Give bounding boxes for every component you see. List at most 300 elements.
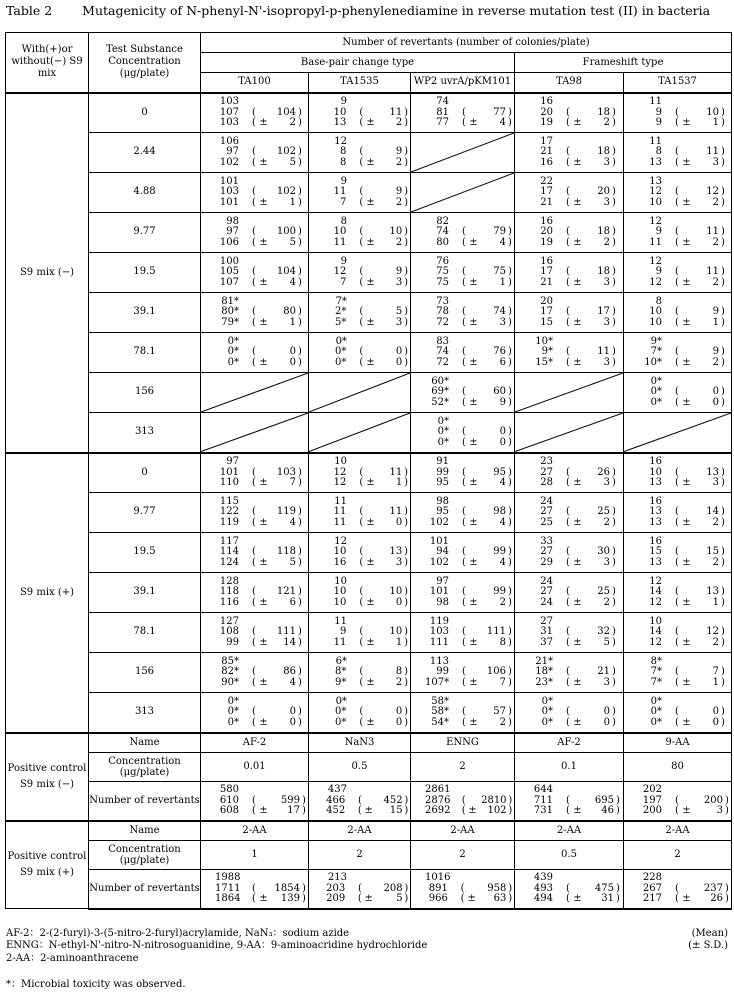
plate-count: 128 bbox=[219, 575, 239, 587]
revertant-values bbox=[411, 497, 514, 529]
plate-count: 0* bbox=[335, 356, 347, 368]
open-paren: ( bbox=[675, 306, 679, 318]
plate-count-line bbox=[638, 678, 731, 689]
open-paren: ( bbox=[675, 386, 679, 398]
close-paren: ) bbox=[298, 346, 302, 358]
mean-value: 237 bbox=[703, 882, 723, 894]
data-row bbox=[6, 533, 732, 573]
plate-count: 82 bbox=[436, 215, 449, 227]
plate-count: 21 bbox=[540, 196, 553, 208]
plate-count-line bbox=[215, 638, 308, 649]
close-paren: ) bbox=[721, 117, 725, 129]
sd-value: 1 bbox=[395, 636, 403, 648]
plate-count: 10 bbox=[649, 196, 662, 208]
plate-count: 97 bbox=[226, 146, 239, 158]
plate-count: 439 bbox=[533, 872, 553, 884]
revertant-values bbox=[515, 657, 623, 689]
plate-count: 27 bbox=[540, 506, 553, 518]
plate-count-line bbox=[529, 718, 623, 729]
revertant-values bbox=[411, 537, 514, 569]
header-strain: TA98 bbox=[515, 73, 624, 93]
sd-value: 3 bbox=[712, 477, 719, 489]
plate-count: 22 bbox=[540, 175, 553, 187]
plate-count: 102 bbox=[429, 516, 449, 528]
plus-minus: ± bbox=[682, 516, 691, 528]
open-paren: ( bbox=[675, 506, 679, 518]
revertant-cell bbox=[201, 453, 309, 493]
revertant-values bbox=[411, 873, 514, 905]
close-paren: ) bbox=[616, 805, 620, 817]
revertant-cell bbox=[624, 93, 732, 133]
plate-count-line bbox=[323, 118, 410, 129]
sd-value: 2 bbox=[499, 716, 506, 728]
close-paren: ) bbox=[508, 716, 512, 728]
revertant-values bbox=[411, 417, 514, 449]
plus-minus: ± bbox=[682, 316, 691, 328]
plate-count: 0* bbox=[335, 706, 347, 718]
plus-minus: ± bbox=[366, 516, 375, 528]
open-paren: ( bbox=[675, 196, 679, 208]
diagonal-line bbox=[411, 133, 514, 172]
revertant-cell bbox=[624, 653, 732, 693]
close-paren: ) bbox=[616, 893, 620, 905]
plus-minus: ± bbox=[573, 556, 582, 568]
plate-count-line bbox=[215, 318, 308, 329]
mean-value: 10 bbox=[389, 586, 403, 598]
plate-count: 10* bbox=[535, 335, 553, 347]
plate-count: 12 bbox=[649, 596, 662, 608]
plate-count-line bbox=[323, 158, 410, 169]
mean-value: 10 bbox=[389, 226, 403, 238]
plate-count-line bbox=[323, 558, 410, 569]
plate-count: 80* bbox=[221, 306, 239, 318]
sd-value: 4 bbox=[289, 676, 296, 688]
open-paren: ( bbox=[675, 226, 679, 238]
plate-count: 107 bbox=[219, 106, 239, 118]
plate-count: 610 bbox=[219, 794, 239, 806]
sd-value: 0 bbox=[603, 716, 610, 728]
plus-minus: ± bbox=[469, 477, 478, 489]
revertant-values bbox=[624, 137, 731, 169]
close-paren: ) bbox=[612, 186, 616, 198]
plate-count: 74 bbox=[436, 96, 449, 108]
open-paren: ( bbox=[566, 666, 570, 678]
plus-minus: ± bbox=[573, 156, 582, 168]
revertant-values bbox=[515, 617, 623, 649]
revertant-values bbox=[201, 785, 308, 817]
plate-count: 11 bbox=[333, 186, 347, 198]
positive-revertants-row bbox=[6, 870, 732, 909]
sd-value: 0 bbox=[499, 436, 506, 448]
plate-count-line bbox=[323, 518, 410, 529]
mean-value: 76 bbox=[493, 346, 506, 358]
plate-count: 0* bbox=[335, 695, 347, 707]
revertant-cell bbox=[201, 93, 309, 133]
plate-count: 1988 bbox=[215, 872, 241, 884]
mean-value: 30 bbox=[597, 546, 610, 558]
open-paren: ( bbox=[566, 556, 570, 568]
revertant-values bbox=[201, 697, 308, 729]
plate-count-line bbox=[638, 238, 731, 249]
revertant-cell bbox=[624, 493, 732, 533]
revertant-values bbox=[411, 697, 514, 729]
concentration-cell: 4.88 bbox=[89, 173, 201, 213]
close-paren: ) bbox=[508, 276, 512, 288]
data-row bbox=[6, 373, 732, 413]
plate-count-line bbox=[425, 97, 514, 108]
plate-count-line bbox=[323, 238, 410, 249]
close-paren: ) bbox=[298, 466, 302, 478]
close-paren: ) bbox=[404, 636, 409, 648]
positive-control-name: 2-AA bbox=[624, 821, 732, 841]
open-paren: ( bbox=[252, 186, 256, 198]
open-paren: ( bbox=[462, 556, 466, 568]
plate-count-line bbox=[638, 806, 731, 817]
not-tested-cell bbox=[201, 373, 309, 413]
plate-count: 452 bbox=[326, 805, 346, 817]
plate-count-line bbox=[215, 518, 308, 529]
plate-count-line bbox=[215, 598, 308, 609]
sd-value: 9 bbox=[499, 396, 506, 408]
mean-value: 60 bbox=[493, 386, 506, 398]
plus-minus: ± bbox=[469, 676, 478, 688]
close-paren: ) bbox=[298, 266, 302, 278]
open-paren: ( bbox=[462, 706, 466, 718]
positive-revertants-label: Number of revertants bbox=[89, 782, 201, 821]
positive-name-row bbox=[6, 733, 732, 753]
mean-value: 11 bbox=[706, 146, 719, 158]
open-paren: ( bbox=[675, 146, 679, 158]
plate-count-line bbox=[425, 478, 514, 489]
close-paren: ) bbox=[612, 556, 616, 568]
plus-minus: ± bbox=[573, 356, 582, 368]
plate-count: 203 bbox=[326, 882, 346, 894]
plate-count: 76 bbox=[436, 255, 449, 267]
revertant-values bbox=[309, 497, 410, 529]
plus-minus: ± bbox=[469, 556, 478, 568]
plate-count: 9 bbox=[340, 96, 347, 108]
plus-minus: ± bbox=[573, 477, 582, 489]
close-paren: ) bbox=[508, 356, 512, 368]
plus-minus: ± bbox=[682, 236, 691, 248]
sd-value: 2 bbox=[603, 117, 610, 129]
open-paren: ( bbox=[252, 626, 256, 638]
close-paren: ) bbox=[508, 386, 512, 398]
mean-value: 111 bbox=[486, 626, 506, 638]
diagonal-slash bbox=[515, 373, 623, 412]
close-paren: ) bbox=[404, 893, 409, 905]
plate-count: 0* bbox=[227, 335, 239, 347]
plate-count: 200 bbox=[642, 805, 662, 817]
sd-value: 1 bbox=[289, 196, 296, 208]
plate-count: 267 bbox=[642, 882, 662, 894]
plate-count-line bbox=[215, 785, 308, 796]
plate-count: 81 bbox=[436, 106, 449, 118]
mean-value: 452 bbox=[383, 794, 403, 806]
close-paren: ) bbox=[721, 386, 725, 398]
close-paren: ) bbox=[612, 546, 616, 558]
plate-count-line bbox=[425, 318, 514, 329]
revertant-values bbox=[309, 97, 410, 129]
open-paren: ( bbox=[462, 117, 466, 129]
close-paren: ) bbox=[612, 676, 616, 688]
plate-count-line bbox=[215, 358, 308, 369]
plate-count: 213 bbox=[327, 872, 347, 884]
open-paren: ( bbox=[462, 386, 466, 398]
open-paren: ( bbox=[566, 156, 570, 168]
revertant-values bbox=[515, 137, 623, 169]
plus-minus: ± bbox=[366, 676, 375, 688]
open-paren: ( bbox=[252, 266, 256, 278]
revertant-values bbox=[309, 657, 410, 689]
mean-value: 5 bbox=[395, 306, 403, 318]
close-paren: ) bbox=[508, 666, 512, 678]
revertant-values bbox=[411, 337, 514, 369]
mean-value: 13 bbox=[389, 546, 403, 558]
revertant-values bbox=[309, 697, 410, 729]
close-paren: ) bbox=[298, 556, 302, 568]
diagonal-line bbox=[309, 373, 410, 412]
sd-value: 2 bbox=[395, 236, 403, 248]
open-paren: ( bbox=[566, 794, 570, 806]
plate-count-line bbox=[215, 894, 308, 905]
plate-count: 13 bbox=[649, 477, 662, 489]
revertant-values bbox=[624, 697, 731, 729]
plate-count-line bbox=[323, 718, 410, 729]
concentration-cell: 39.1 bbox=[89, 293, 201, 333]
close-paren: ) bbox=[404, 596, 409, 608]
plate-count: 10 bbox=[333, 106, 347, 118]
plate-count: 9 bbox=[655, 226, 662, 238]
mean-value: 0 bbox=[499, 426, 506, 438]
plate-count-line bbox=[215, 873, 308, 884]
close-paren: ) bbox=[302, 882, 306, 894]
revertant-cell bbox=[309, 453, 411, 493]
revertant-cell bbox=[411, 293, 515, 333]
concentration-cell: 9.77 bbox=[89, 213, 201, 253]
plate-count: 82* bbox=[221, 666, 239, 678]
plate-count: 97 bbox=[436, 575, 449, 587]
revertant-values bbox=[309, 337, 410, 369]
close-paren: ) bbox=[298, 626, 302, 638]
sd-value: 4 bbox=[289, 276, 296, 288]
close-paren: ) bbox=[298, 596, 302, 608]
close-paren: ) bbox=[298, 316, 302, 328]
revertant-cell bbox=[515, 493, 624, 533]
close-paren: ) bbox=[721, 306, 725, 318]
plate-count: 966 bbox=[428, 893, 448, 905]
sd-value: 5 bbox=[289, 156, 296, 168]
plate-count: 12 bbox=[334, 135, 347, 147]
open-paren: ( bbox=[359, 146, 364, 158]
mean-value: 18 bbox=[597, 266, 610, 278]
revertant-values bbox=[201, 217, 308, 249]
revertant-values bbox=[201, 177, 308, 209]
plate-count-line bbox=[425, 358, 514, 369]
not-tested-cell bbox=[201, 413, 309, 453]
revertant-values bbox=[624, 617, 731, 649]
revertant-cell bbox=[309, 693, 411, 733]
plate-count: 16 bbox=[540, 255, 553, 267]
plate-count: 0* bbox=[227, 346, 239, 358]
revertant-cell bbox=[309, 173, 411, 213]
plate-count: 10 bbox=[333, 226, 347, 238]
sd-value: 1 bbox=[712, 316, 719, 328]
mean-value: 9 bbox=[395, 266, 403, 278]
plate-count: 24 bbox=[540, 495, 553, 507]
plate-count: 79* bbox=[221, 316, 239, 328]
revertant-values bbox=[515, 785, 623, 817]
open-paren: ( bbox=[359, 266, 364, 278]
revertant-cell bbox=[201, 493, 309, 533]
positive-control-concentration: 1 bbox=[201, 841, 309, 870]
close-paren: ) bbox=[612, 146, 616, 158]
plus-minus: ± bbox=[573, 196, 582, 208]
open-paren: ( bbox=[359, 586, 364, 598]
plate-count-line bbox=[638, 518, 731, 529]
close-paren: ) bbox=[404, 516, 409, 528]
close-paren: ) bbox=[612, 586, 616, 598]
plate-count: 103 bbox=[429, 626, 449, 638]
plate-count: 891 bbox=[428, 882, 448, 894]
plus-minus: ± bbox=[682, 596, 691, 608]
plate-count-line bbox=[425, 118, 514, 129]
plate-count: 10 bbox=[649, 466, 662, 478]
close-paren: ) bbox=[721, 196, 725, 208]
open-paren: ( bbox=[252, 306, 256, 318]
close-paren: ) bbox=[721, 346, 725, 358]
open-paren: ( bbox=[675, 477, 679, 489]
plate-count: 97 bbox=[226, 226, 239, 238]
plate-count: 0* bbox=[541, 716, 553, 728]
open-paren: ( bbox=[566, 266, 570, 278]
open-paren: ( bbox=[566, 586, 570, 598]
revertant-cell bbox=[309, 870, 411, 909]
positive-revertants-row bbox=[6, 782, 732, 821]
mean-value: 10 bbox=[706, 106, 719, 118]
data-row bbox=[6, 133, 732, 173]
plate-count: 11 bbox=[334, 495, 347, 507]
close-paren: ) bbox=[721, 396, 725, 408]
plate-count: 0* bbox=[437, 436, 449, 448]
plus-minus: ± bbox=[366, 196, 375, 208]
revertant-values bbox=[411, 577, 514, 609]
revertant-cell bbox=[201, 782, 309, 821]
revertant-values bbox=[515, 177, 623, 209]
data-row bbox=[6, 413, 732, 453]
concentration-cell: 78.1 bbox=[89, 613, 201, 653]
plate-count: 11 bbox=[649, 135, 662, 147]
open-paren: ( bbox=[252, 477, 256, 489]
open-paren: ( bbox=[252, 356, 256, 368]
plate-count: 115 bbox=[219, 495, 239, 507]
plus-minus: ± bbox=[259, 596, 268, 608]
close-paren: ) bbox=[298, 226, 302, 238]
positive-name-label: Name bbox=[89, 821, 201, 841]
open-paren: ( bbox=[675, 716, 679, 728]
revertant-cell bbox=[411, 693, 515, 733]
plate-count: 494 bbox=[533, 893, 553, 905]
plate-count: 99 bbox=[436, 466, 449, 478]
mean-value: 104 bbox=[276, 266, 296, 278]
mean-value: 0 bbox=[395, 706, 403, 718]
sd-value: 1 bbox=[395, 477, 403, 489]
plate-count-line bbox=[425, 558, 514, 569]
revertant-cell bbox=[624, 533, 732, 573]
plate-count: 10 bbox=[334, 456, 347, 468]
mean-value: 958 bbox=[487, 882, 507, 894]
open-paren: ( bbox=[675, 596, 679, 608]
plate-count-line bbox=[425, 278, 514, 289]
not-tested-cell bbox=[624, 413, 732, 453]
open-paren: ( bbox=[675, 276, 679, 288]
plus-minus: ± bbox=[573, 893, 582, 905]
plate-count: 12 bbox=[649, 255, 662, 267]
revertant-values bbox=[201, 617, 308, 649]
close-paren: ) bbox=[298, 106, 302, 118]
diagonal-line bbox=[309, 413, 410, 452]
plate-count: 10* bbox=[644, 356, 662, 368]
open-paren: ( bbox=[566, 477, 570, 489]
open-paren: ( bbox=[566, 636, 570, 648]
open-paren: ( bbox=[252, 316, 256, 328]
revertant-cell bbox=[201, 653, 309, 693]
plus-minus: ± bbox=[573, 596, 582, 608]
revertant-values bbox=[515, 297, 623, 329]
not-tested-cell bbox=[411, 173, 515, 213]
sd-value: 3 bbox=[712, 156, 719, 168]
revertant-values bbox=[309, 617, 410, 649]
footnote-sd: (± S.D.) bbox=[688, 940, 728, 952]
plus-minus: ± bbox=[469, 236, 478, 248]
revertant-cell bbox=[411, 653, 515, 693]
revertant-values bbox=[309, 785, 410, 817]
positive-control-name: 2-AA bbox=[515, 821, 624, 841]
plate-count: 80 bbox=[436, 236, 449, 248]
mean-value: 11 bbox=[389, 466, 403, 478]
sd-value: 63 bbox=[493, 893, 507, 905]
plate-count: 0* bbox=[335, 346, 347, 358]
sd-value: 5 bbox=[603, 636, 610, 648]
plate-count: 20 bbox=[540, 295, 553, 307]
plate-count-line bbox=[425, 785, 514, 796]
positive-concentration-label: Concentration (μg/plate) bbox=[89, 841, 201, 870]
open-paren: ( bbox=[675, 805, 679, 817]
plate-count: 10 bbox=[334, 575, 347, 587]
plate-count: 28 bbox=[540, 477, 553, 489]
sd-value: 2 bbox=[603, 236, 610, 248]
close-paren: ) bbox=[298, 117, 302, 129]
footnote-abbrev-2aa: 2-AA：2-aminoanthracene bbox=[6, 952, 139, 964]
plate-count-line bbox=[323, 358, 410, 369]
plate-count: 644 bbox=[533, 784, 553, 796]
positive-control-name: ENNG bbox=[411, 733, 515, 753]
sd-value: 3 bbox=[603, 477, 610, 489]
open-paren: ( bbox=[566, 196, 570, 208]
mean-value: 32 bbox=[597, 626, 610, 638]
plate-count: 113 bbox=[429, 655, 449, 667]
open-paren: ( bbox=[359, 356, 364, 368]
revertant-values bbox=[411, 257, 514, 289]
sd-value: 0 bbox=[395, 516, 403, 528]
plate-count: 19 bbox=[540, 117, 553, 129]
open-paren: ( bbox=[252, 236, 256, 248]
revertant-cell bbox=[411, 373, 515, 413]
plate-count: 493 bbox=[533, 882, 553, 894]
plate-count: 11 bbox=[334, 615, 347, 627]
mean-value: 111 bbox=[276, 626, 296, 638]
plate-count: 9 bbox=[340, 626, 347, 638]
